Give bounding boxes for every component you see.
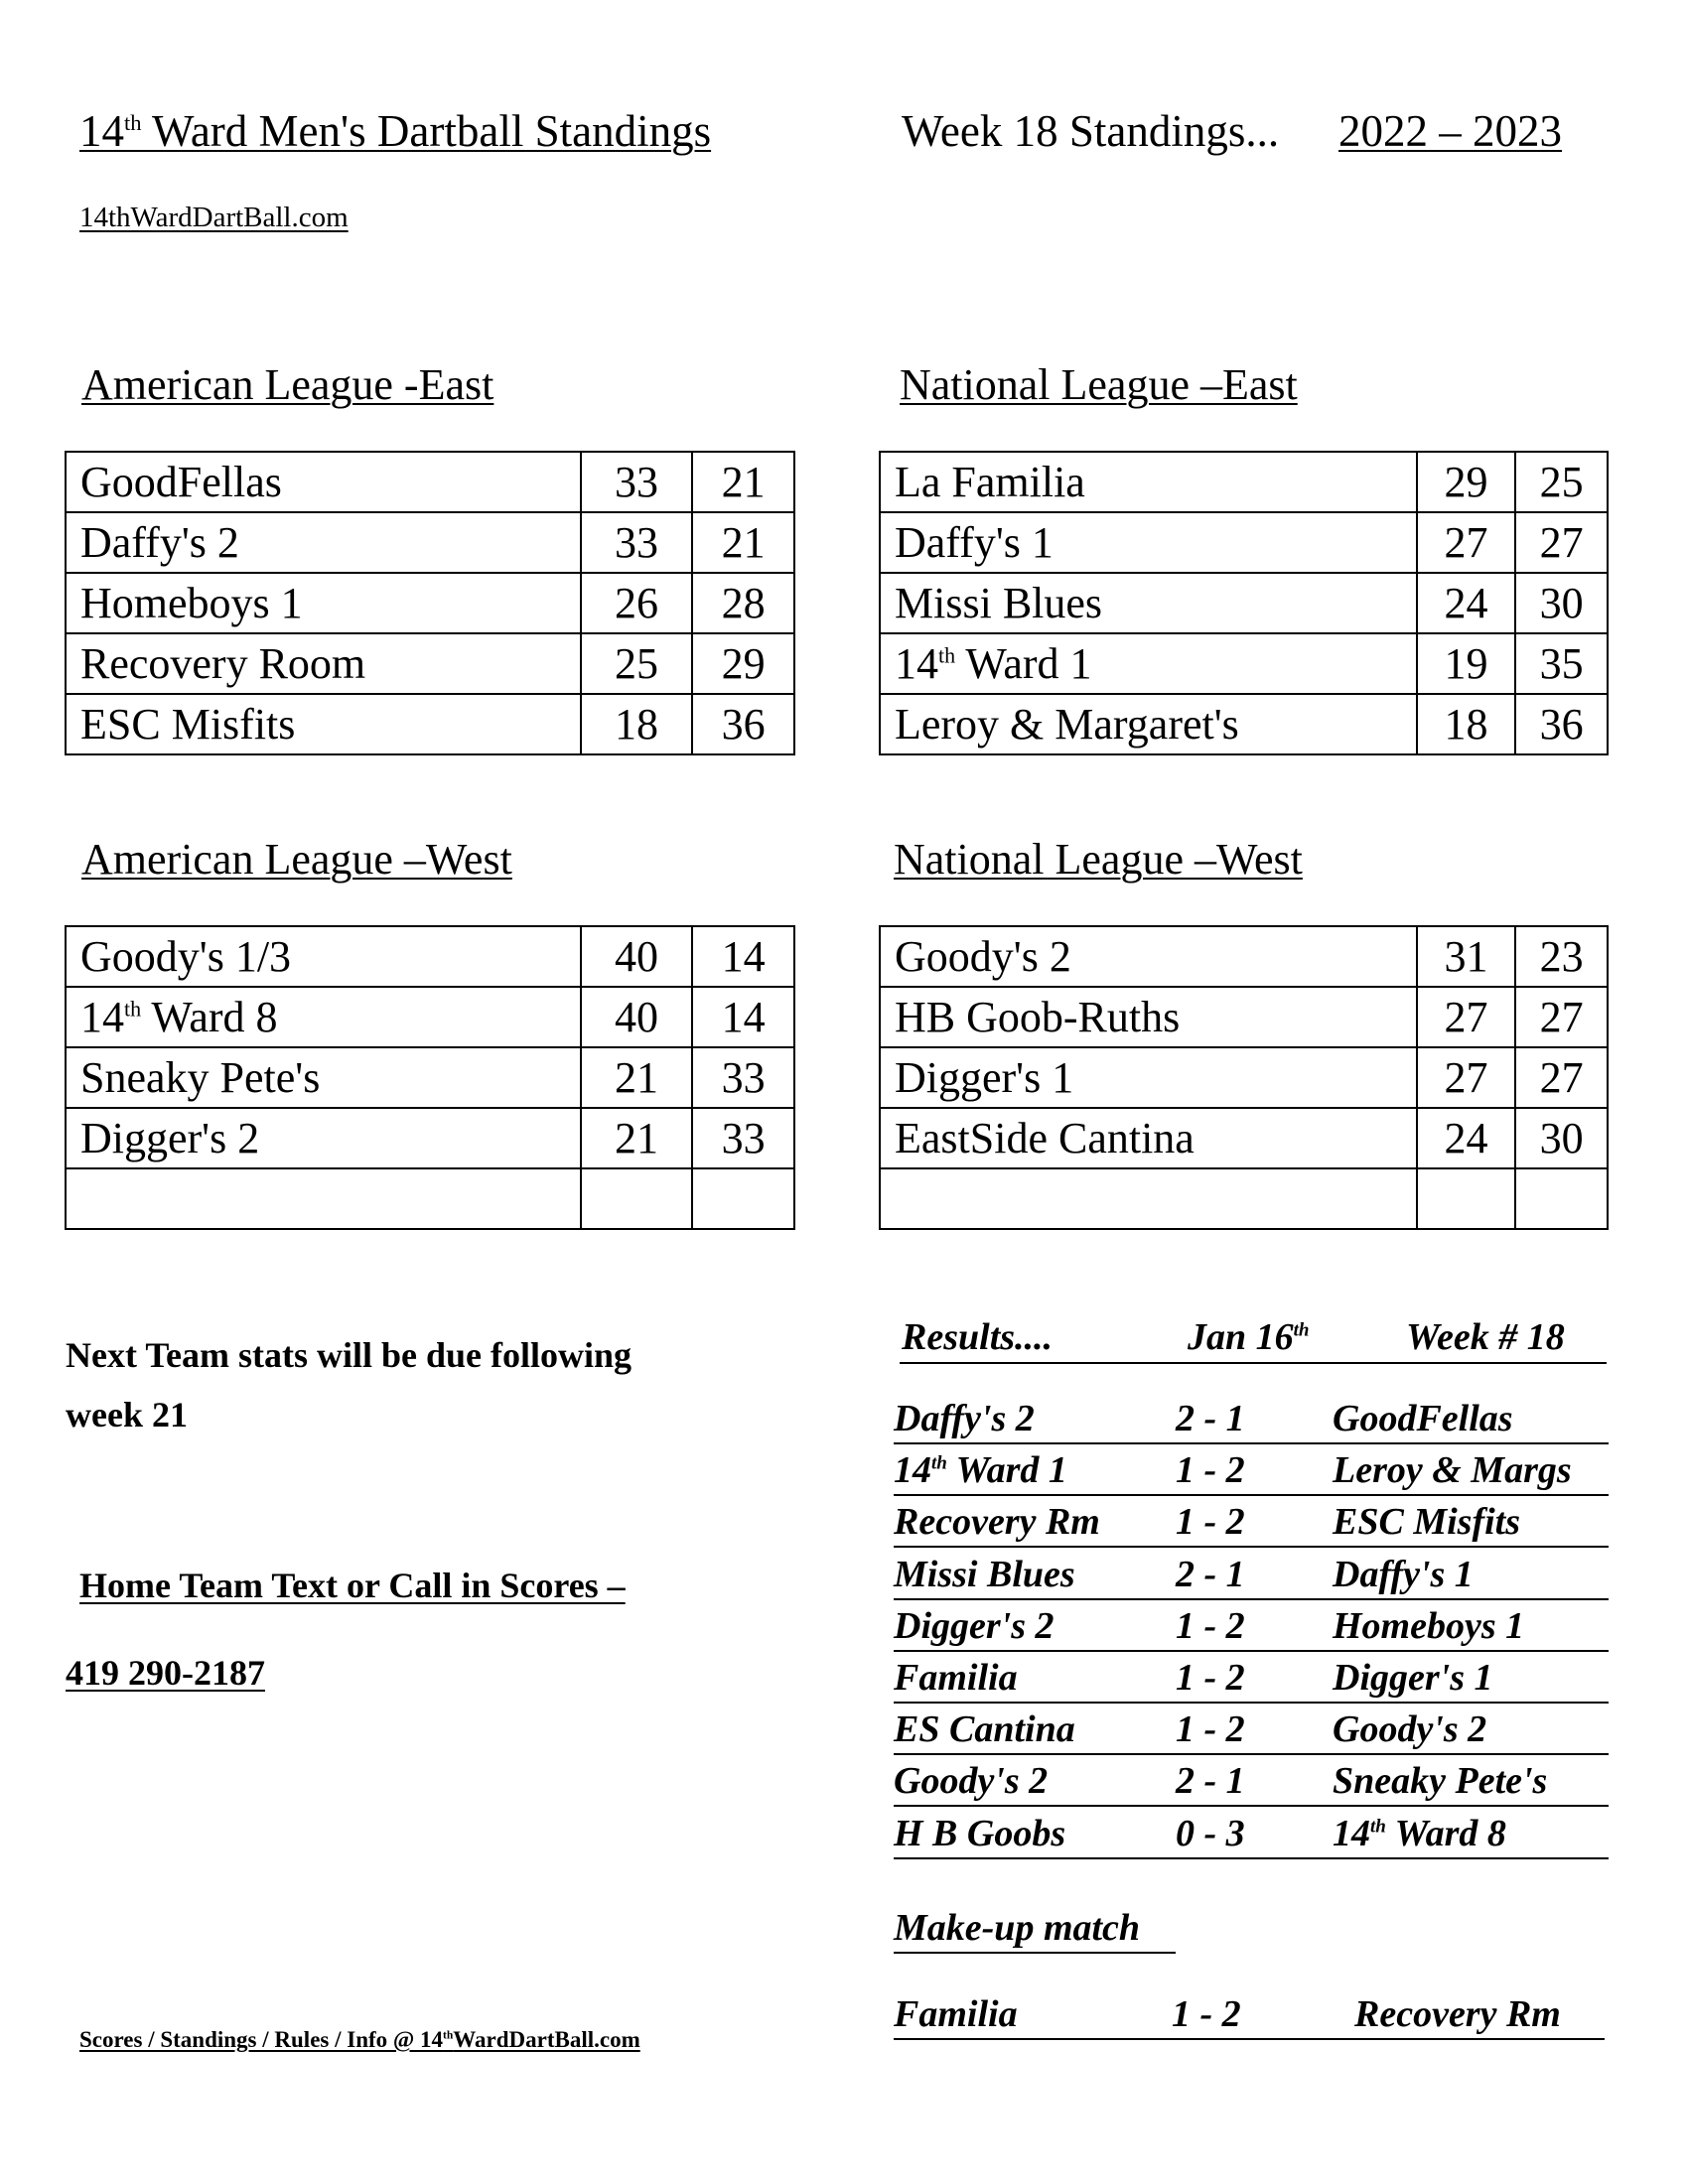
- standings-row: [66, 452, 794, 512]
- wins-cell: [1417, 1168, 1516, 1229]
- team-name: Daffy's 1: [880, 512, 1417, 573]
- team-name: Goody's 2: [880, 926, 1417, 987]
- result-home-team: Missi Blues: [894, 1554, 1075, 1595]
- wins-cell: 21: [581, 1047, 693, 1108]
- losses-cell: [692, 1168, 794, 1229]
- standings-row: [66, 573, 794, 633]
- result-underline: [894, 1546, 1609, 1548]
- result-score: 0 - 3: [1176, 1813, 1245, 1854]
- losses-cell: 33: [692, 1047, 794, 1108]
- result-away-team: Digger's 1: [1333, 1657, 1493, 1699]
- wins-cell: 40: [581, 987, 693, 1047]
- standings-row: [66, 926, 794, 987]
- makeup-label-underline: [894, 1952, 1176, 1954]
- losses-cell: 30: [1515, 573, 1608, 633]
- losses-cell: 25: [1515, 452, 1608, 512]
- losses-cell: 35: [1515, 633, 1608, 694]
- result-score: 1 - 2: [1176, 1605, 1245, 1647]
- nl-east-title: National League –East: [900, 360, 1298, 409]
- result-home-team: H B Goobs: [894, 1813, 1066, 1854]
- team-name: GoodFellas: [66, 452, 581, 512]
- losses-cell: 30: [1515, 1108, 1608, 1168]
- result-home-team: ES Cantina: [894, 1708, 1075, 1750]
- website-link[interactable]: 14thWardDartBall.com: [79, 202, 349, 233]
- team-name: Missi Blues: [880, 573, 1417, 633]
- team-name: Recovery Room: [66, 633, 581, 694]
- team-name: Digger's 2: [66, 1108, 581, 1168]
- wins-cell: 33: [581, 512, 693, 573]
- standings-row: [880, 987, 1608, 1047]
- wins-cell: 31: [1417, 926, 1516, 987]
- result-score: 1 - 2: [1176, 1501, 1245, 1543]
- standings-row: [880, 694, 1608, 754]
- result-away-team: ESC Misfits: [1333, 1501, 1521, 1543]
- standings-row: [880, 926, 1608, 987]
- wins-cell: 19: [1417, 633, 1516, 694]
- losses-cell: 36: [1515, 694, 1608, 754]
- week-label: Week 18 Standings...: [902, 106, 1280, 156]
- wins-cell: 21: [581, 1108, 693, 1168]
- losses-cell: 23: [1515, 926, 1608, 987]
- standings-row: [66, 1108, 794, 1168]
- losses-cell: 14: [692, 926, 794, 987]
- team-name: [66, 1168, 581, 1229]
- result-underline: [894, 1494, 1609, 1496]
- team-name: Sneaky Pete's: [66, 1047, 581, 1108]
- result-home-team: Familia: [894, 1657, 1018, 1699]
- wins-cell: 25: [581, 633, 693, 694]
- al-east-title: American League -East: [81, 360, 494, 409]
- standings-row: [66, 1168, 794, 1229]
- results-label: Results....: [902, 1316, 1054, 1358]
- result-away-team: GoodFellas: [1333, 1398, 1513, 1439]
- result-score: 1 - 2: [1176, 1708, 1245, 1750]
- result-underline: [894, 1650, 1609, 1652]
- results-header-underline: [900, 1362, 1607, 1364]
- result-away-team: Sneaky Pete's: [1333, 1760, 1548, 1802]
- wins-cell: 24: [1417, 573, 1516, 633]
- losses-cell: 27: [1515, 512, 1608, 573]
- losses-cell: 28: [692, 573, 794, 633]
- nl-west-table: [879, 925, 1609, 1230]
- team-name: 14th Ward 8: [66, 987, 581, 1047]
- result-score: 1 - 2: [1176, 1657, 1245, 1699]
- result-home-team: Daffy's 2: [894, 1398, 1035, 1439]
- team-name: Digger's 1: [880, 1047, 1417, 1108]
- nl-west-title: National League –West: [894, 835, 1303, 884]
- standings-row: [880, 512, 1608, 573]
- team-name: HB Goob-Ruths: [880, 987, 1417, 1047]
- standings-row: [880, 573, 1608, 633]
- wins-cell: 24: [1417, 1108, 1516, 1168]
- footer-links[interactable]: Scores / Standings / Rules / Info @ 14thWardDartBall.com: [79, 2027, 640, 2052]
- standings-row: [66, 633, 794, 694]
- losses-cell: 27: [1515, 1047, 1608, 1108]
- phone-number[interactable]: 419 290-2187: [66, 1653, 265, 1693]
- team-name: Daffy's 2: [66, 512, 581, 573]
- makeup-label: Make-up match: [894, 1907, 1141, 1949]
- result-underline: [894, 1805, 1609, 1807]
- results-week: Week # 18: [1406, 1316, 1565, 1358]
- result-underline: [894, 1442, 1609, 1444]
- wins-cell: 27: [1417, 512, 1516, 573]
- result-away-team: Homeboys 1: [1333, 1605, 1525, 1647]
- team-name: Goody's 1/3: [66, 926, 581, 987]
- result-score: 2 - 1: [1176, 1398, 1245, 1439]
- result-score: 1 - 2: [1176, 1449, 1245, 1491]
- wins-cell: 27: [1417, 987, 1516, 1047]
- losses-cell: [1515, 1168, 1608, 1229]
- team-name: Leroy & Margaret's: [880, 694, 1417, 754]
- standings-row: [880, 1047, 1608, 1108]
- home-team-note: Home Team Text or Call in Scores –: [79, 1566, 626, 1605]
- team-name: [880, 1168, 1417, 1229]
- result-home-team: Goody's 2: [894, 1760, 1049, 1802]
- team-name: 14th Ward 1: [880, 633, 1417, 694]
- losses-cell: 33: [692, 1108, 794, 1168]
- results-date: Jan 16th: [1188, 1316, 1310, 1358]
- wins-cell: 40: [581, 926, 693, 987]
- losses-cell: 14: [692, 987, 794, 1047]
- al-east-table: [65, 451, 795, 755]
- result-away-team: Leroy & Margs: [1333, 1449, 1572, 1491]
- season-label: 2022 – 2023: [1338, 106, 1562, 156]
- team-name: EastSide Cantina: [880, 1108, 1417, 1168]
- al-west-table: [65, 925, 795, 1230]
- result-underline: [894, 1598, 1609, 1600]
- makeup-home: Familia: [894, 1993, 1018, 2035]
- standings-row: [880, 1168, 1608, 1229]
- makeup-underline: [894, 2038, 1605, 2040]
- losses-cell: 21: [692, 512, 794, 573]
- result-away-team: Goody's 2: [1333, 1708, 1487, 1750]
- result-score: 2 - 1: [1176, 1760, 1245, 1802]
- result-underline: [894, 1857, 1609, 1859]
- losses-cell: 21: [692, 452, 794, 512]
- standings-row: [880, 1108, 1608, 1168]
- standings-row: [66, 694, 794, 754]
- standings-row: [66, 1047, 794, 1108]
- result-underline: [894, 1702, 1609, 1704]
- result-underline: [894, 1753, 1609, 1755]
- team-name: La Familia: [880, 452, 1417, 512]
- result-home-team: 14th Ward 1: [894, 1449, 1067, 1491]
- result-away-team: Daffy's 1: [1333, 1554, 1474, 1595]
- standings-row: [880, 633, 1608, 694]
- wins-cell: 26: [581, 573, 693, 633]
- makeup-score: 1 - 2: [1172, 1993, 1241, 2035]
- standings-row: [880, 452, 1608, 512]
- wins-cell: 27: [1417, 1047, 1516, 1108]
- result-home-team: Digger's 2: [894, 1605, 1055, 1647]
- result-score: 2 - 1: [1176, 1554, 1245, 1595]
- makeup-away: Recovery Rm: [1354, 1993, 1561, 2035]
- next-stats-note: Next Team stats will be due following week 21: [66, 1335, 633, 1434]
- al-west-title: American League –West: [81, 835, 512, 884]
- wins-cell: 33: [581, 452, 693, 512]
- team-name: ESC Misfits: [66, 694, 581, 754]
- wins-cell: 18: [581, 694, 693, 754]
- team-name: Homeboys 1: [66, 573, 581, 633]
- wins-cell: 18: [1417, 694, 1516, 754]
- losses-cell: 29: [692, 633, 794, 694]
- wins-cell: 29: [1417, 452, 1516, 512]
- result-away-team: 14th Ward 8: [1333, 1813, 1506, 1854]
- standings-row: [66, 987, 794, 1047]
- nl-east-table: [879, 451, 1609, 755]
- result-home-team: Recovery Rm: [894, 1501, 1100, 1543]
- wins-cell: [581, 1168, 693, 1229]
- losses-cell: 27: [1515, 987, 1608, 1047]
- page-title: 14th Ward Men's Dartball Standings: [79, 106, 712, 156]
- standings-row: [66, 512, 794, 573]
- losses-cell: 36: [692, 694, 794, 754]
